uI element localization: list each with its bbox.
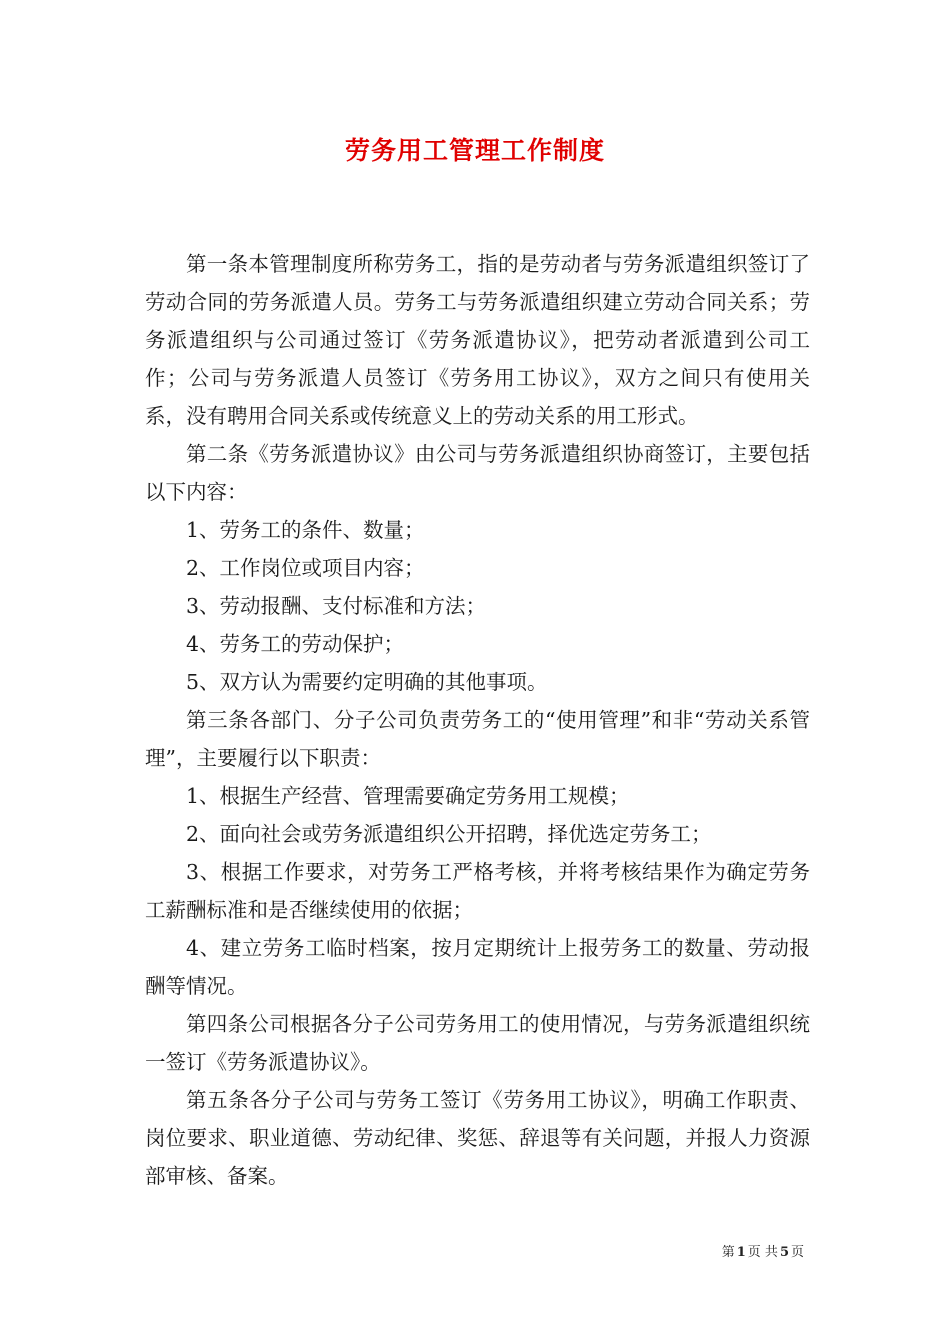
total-page-number: 5 xyxy=(779,1245,789,1260)
document-title: 劳务用工管理工作制度 xyxy=(344,136,605,165)
footer-prefix: 第 xyxy=(721,1245,735,1260)
paragraph-article-2: 第二条《劳务派遣协议》由公司与劳务派遣组织协商签订，主要包括以下内容： xyxy=(145,442,810,504)
list-item: 4、建立劳务工临时档案，按月定期统计上报劳务工的数量、劳动报酬等情况。 xyxy=(145,936,810,998)
list-item: 3、根据工作要求，对劳务工严格考核，并将考核结果作为确定劳务工薪酬标准和是否继续使用的依据； xyxy=(145,860,810,922)
list-item: 1、劳务工的条件、数量； xyxy=(186,518,425,542)
footer-suffix: 页 xyxy=(790,1245,804,1260)
list-item: 2、工作岗位或项目内容； xyxy=(186,556,425,580)
page-number-footer xyxy=(722,1244,804,1262)
list-item: 1、根据生产经营、管理需要确定劳务用工规模； xyxy=(186,784,630,808)
list-item: 3、劳动报酬、支付标准和方法； xyxy=(186,594,487,618)
list-item: 5、双方认为需要约定明确的其他事项。 xyxy=(186,670,548,694)
paragraph-article-5: 第五条各分子公司与劳务工签订《劳务用工协议》，明确工作职责、岗位要求、职业道德、劳动纪律、奖惩、辞退等有关问题，并报人力资源部审核、备案。 xyxy=(145,1088,810,1188)
document-body xyxy=(145,245,810,1195)
paragraph-article-1: 第一条本管理制度所称劳务工，指的是劳动者与劳务派遣组织签订了劳动合同的劳务派遣人员。劳务工与劳务派遣组织建立劳动合同关系；劳务派遣组织与公司通过签订《劳务派遣协议》，把劳动者派遣到公司工作；公司与劳务派遣人员签订《劳务用工协议》，双方之间只有使用关系，没有聘用合同关系或传统意义上的劳动关系的用工形式。 xyxy=(145,252,810,428)
paragraph-article-3: 第三条各部门、分子公司负责劳务工的“使用管理”和非“劳动关系管理”，主要履行以下职责： xyxy=(145,708,810,770)
paragraph-article-4: 第四条公司根据各分子公司劳务用工的使用情况，与劳务派遣组织统一签订《劳务派遣协议》。 xyxy=(145,1012,810,1074)
current-page-number: 1 xyxy=(736,1245,746,1260)
list-item: 4、劳务工的劳动保护； xyxy=(186,632,405,656)
footer-middle: 页 共 xyxy=(747,1245,778,1260)
list-item: 2、面向社会或劳务派遣组织公开招聘，择优选定劳务工； xyxy=(186,822,712,846)
